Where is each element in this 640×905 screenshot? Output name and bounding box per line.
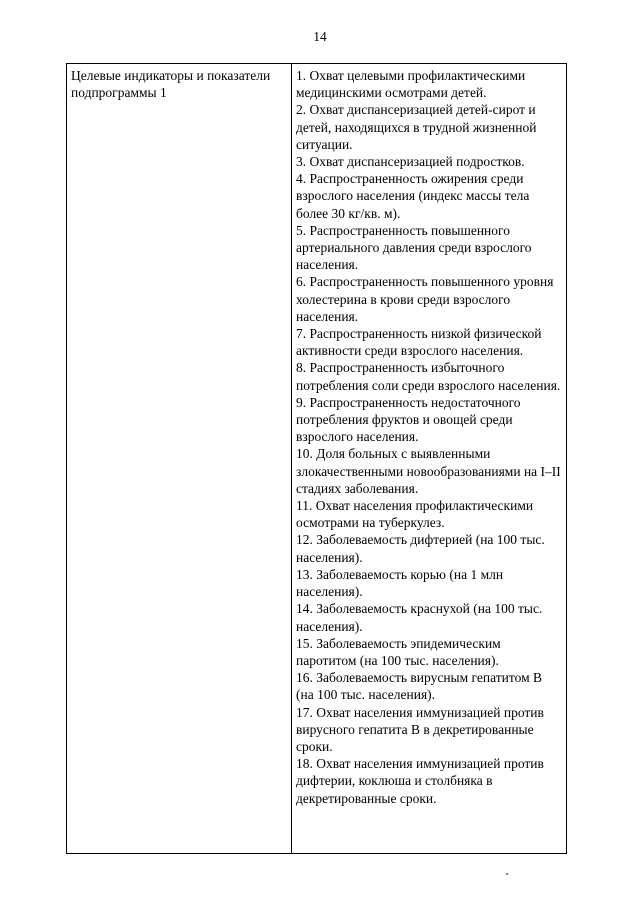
list-item: 16. Заболеваемость вирусным гепатитом В (на 100 тыс. населения). <box>296 670 543 703</box>
indicators-table <box>66 63 567 854</box>
indicators-label-cell <box>67 64 292 854</box>
list-item: 15. Заболеваемость эпидемическим паротитом (на 100 тыс. населения). <box>296 635 501 668</box>
list-item: 2. Охват диспансеризацией детей-сирот и детей, находящихся в трудной жизненной ситуации. <box>296 102 537 152</box>
list-item: 17. Охват населения иммунизацией против вирусного гепатита В в декретированные сроки. <box>296 704 544 754</box>
indicators-list-cell <box>292 64 567 854</box>
list-item: 10. Доля больных с выявленными злокачественными новообразованиями на I–II стадиях заболевания. <box>296 446 561 496</box>
scan-speck <box>506 873 508 875</box>
list-item: 7. Распространенность низкой физической активности среди взрослого населения. <box>296 326 542 359</box>
list-item: 6. Распространенность повышенного уровня холестерина в крови среди взрослого населения. <box>296 274 554 324</box>
table-row <box>67 64 567 854</box>
page-number: 14 <box>313 29 327 44</box>
list-item: 11. Охват населения профилактическими осмотрами на туберкулез. <box>296 498 534 531</box>
list-item: 1. Охват целевыми профилактическими медицинскими осмотрами детей. <box>296 68 526 101</box>
list-item: 14. Заболеваемость краснухой (на 100 тыс. населения). <box>296 601 543 634</box>
indicators-label: Целевые индикаторы и показатели подпрограммы 1 <box>71 68 271 101</box>
list-item: 18. Охват населения иммунизацией против дифтерии, коклюша и столбняка в декретированные сроки. <box>296 756 544 806</box>
list-item: 9. Распространенность недостаточного потребления фруктов и овощей среди взрослого населения. <box>296 394 521 445</box>
list-item: 12. Заболеваемость дифтерией (на 100 тыс. населения). <box>296 532 545 565</box>
list-item: 8. Распространенность избыточного потребления соли среди взрослого населения. <box>296 360 561 393</box>
list-item: 5. Распространенность повышенного артериального давления среди взрослого населения. <box>296 222 532 273</box>
list-item: 13. Заболеваемость корью (на 1 млн населения). <box>296 566 504 600</box>
list-item: 4. Распространенность ожирения среди взрослого населения (индекс массы тела более 30 кг/кв. м). <box>296 171 530 221</box>
list-item: 3. Охват диспансеризацией подростков. <box>296 154 525 170</box>
